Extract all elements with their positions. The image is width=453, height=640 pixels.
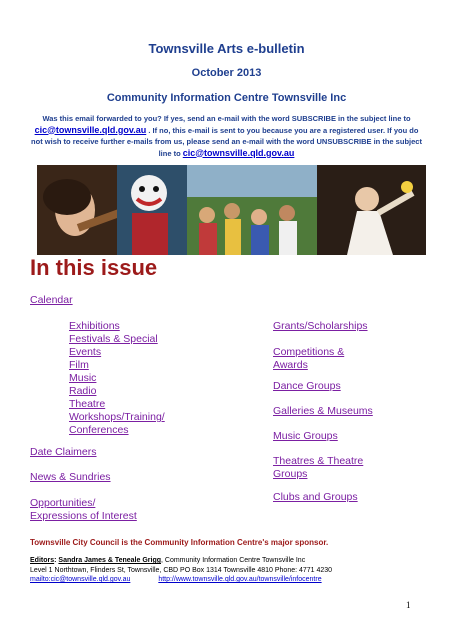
- editors-label: Editors: [30, 557, 55, 564]
- arts-photo-collage: [37, 165, 426, 255]
- toc-events[interactable]: Events: [69, 346, 102, 358]
- editors-footer: [30, 556, 332, 585]
- editors-org: , Community Information Centre Townsville Inc: [161, 557, 306, 564]
- website-link[interactable]: http://www.townsville.qld.gov.au/townsville/infocentre: [158, 576, 322, 583]
- toc-radio[interactable]: Radio: [69, 385, 97, 397]
- page-number: 1: [406, 600, 411, 610]
- sponsor-note: Townsville City Council is the Community Information Centre's major sponsor.: [30, 538, 329, 547]
- toc-galleries[interactable]: Galleries & Museums: [273, 405, 373, 417]
- toc-theatre[interactable]: Theatre: [69, 398, 106, 410]
- toc-expressions[interactable]: Expressions of Interest: [30, 510, 137, 522]
- toc-film[interactable]: Film: [69, 359, 89, 371]
- links-line: [30, 575, 332, 585]
- organisation-name: Community Information Centre Townsville Inc: [106, 92, 347, 104]
- toc-music-groups[interactable]: Music Groups: [273, 430, 338, 442]
- notice-part1: Was this email forwarded to you? If yes, send an e-mail with the word SUBSCRIBE in the subject line to: [42, 114, 411, 123]
- notice-part2: . If no, this e-mail is sent to you because you are a registered user. If you do not wish to receive further e-mails from us, please send an e-mail with the word UNSUBSCRIBE in the subject line to: [31, 125, 422, 158]
- toc-workshops[interactable]: Workshops/Training/: [69, 411, 165, 423]
- toc-dance[interactable]: Dance Groups: [273, 380, 341, 392]
- section-heading: In this issue: [30, 255, 158, 280]
- toc-news[interactable]: News & Sundries: [30, 471, 111, 483]
- unsubscribe-email-link[interactable]: cic@townsville.qld.gov.au: [182, 147, 295, 158]
- toc-music[interactable]: Music: [69, 372, 97, 384]
- toc-theatre-groups[interactable]: Groups: [273, 468, 308, 480]
- toc-date-claimers[interactable]: Date Claimers: [30, 446, 97, 458]
- toc-awards[interactable]: Awards: [273, 359, 308, 371]
- editors-names: Sandra James & Teneale Grigg: [58, 557, 161, 564]
- toc-grants[interactable]: Grants/Scholarships: [273, 320, 368, 332]
- toc-competitions[interactable]: Competitions &: [273, 346, 345, 358]
- toc-conferences[interactable]: Conferences: [69, 424, 129, 436]
- toc-calendar[interactable]: Calendar: [30, 294, 73, 306]
- bulletin-title: Townsville Arts e-bulletin: [148, 41, 305, 56]
- subscription-notice: [30, 113, 423, 159]
- mailto-link[interactable]: mailto:cic@townsville.qld.gov.au: [30, 576, 131, 583]
- toc-clubs[interactable]: Clubs and Groups: [273, 491, 358, 503]
- toc-opportunities[interactable]: Opportunities/: [30, 497, 96, 509]
- toc-festivals[interactable]: Festivals & Special: [69, 333, 158, 345]
- address-line: Level 1 Northtown, Flinders St, Townsville, CBD PO Box 1314 Townsville 4810 Phone: 4771 4230: [30, 566, 333, 574]
- toc-theatres[interactable]: Theatres & Theatre: [273, 455, 364, 467]
- editors-line: Editors: Sandra James & Teneale Grigg, Community Information Centre Townsville Inc: [30, 557, 306, 564]
- subscribe-email-link[interactable]: cic@townsville.qld.gov.au: [34, 124, 147, 135]
- toc-exhibitions[interactable]: Exhibitions: [69, 320, 120, 332]
- bulletin-date: October 2013: [191, 67, 262, 79]
